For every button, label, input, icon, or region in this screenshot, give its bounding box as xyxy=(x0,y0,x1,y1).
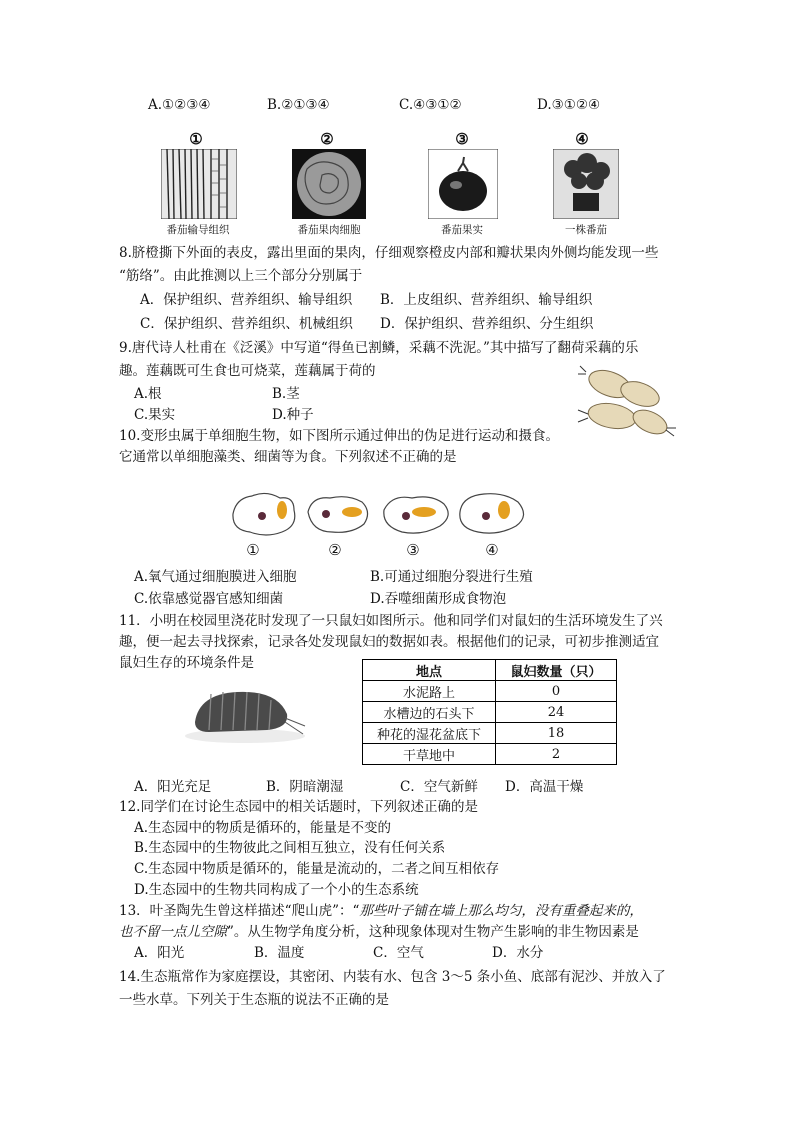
q12-option-b: B.生态园中的生物彼此之间相互独立，没有任何关系 xyxy=(134,840,446,856)
q8-option-b: B．上皮组织、营养组织、输导组织 xyxy=(380,292,593,308)
table-row xyxy=(363,702,617,723)
q13-stem-line2-b: ”。从生物学角度分析，这种现象体现对生物产生影响的非生物因素是 xyxy=(227,924,639,940)
q7-option-b: B.②①③④ xyxy=(267,97,330,113)
woodlouse-image xyxy=(175,678,311,746)
table-cell: 种花的湿花盆底下 xyxy=(363,723,496,744)
q9-option-d: D.种子 xyxy=(272,407,314,423)
amoeba-figure xyxy=(228,486,534,542)
fig2-number: ② xyxy=(320,130,334,148)
q13-option-a: A．阳光 xyxy=(134,945,185,961)
fig1-caption: 番茄输导组织 xyxy=(166,224,230,236)
fig3-number: ③ xyxy=(455,130,469,148)
q9-option-a: A.根 xyxy=(134,386,162,402)
q8-option-d: D．保护组织、营养组织、分生组织 xyxy=(380,316,594,332)
q11-option-c: C．空气新鲜 xyxy=(400,779,478,795)
table-cell: 干草地中 xyxy=(363,744,496,765)
q9-option-b: B.茎 xyxy=(272,386,300,402)
fig4-caption: 一株番茄 xyxy=(565,224,607,236)
table-header-count: 鼠妇数量（只） xyxy=(496,660,617,681)
lotus-root-image xyxy=(572,362,684,442)
q13-option-c: C．空气 xyxy=(373,945,424,961)
q12-option-c: C.生态园中物质是循环的，能量是流动的，二者之间互相依存 xyxy=(134,861,500,877)
fig1-number: ① xyxy=(189,130,203,148)
q11-option-b: B．阴暗潮湿 xyxy=(266,779,344,795)
table-cell: 2 xyxy=(496,744,617,765)
q8-stem-line1: 8.脐橙撕下外面的表皮，露出里面的果肉，仔细观察橙皮内部和瓣状果肉外侧均能发现一些 xyxy=(119,245,659,261)
q13-option-b: B．温度 xyxy=(254,945,305,961)
q11-stem-line1: 11．小明在校园里浇花时发现了一只鼠妇如图所示。他和同学们对鼠妇的生活环境发生了兴 xyxy=(119,613,663,629)
q13-stem-line2 xyxy=(119,922,639,942)
q7-option-c: C.④③①② xyxy=(399,97,462,113)
q12-stem: 12.同学们在讨论生态园中的相关话题时，下列叙述正确的是 xyxy=(119,799,478,815)
q13-option-d: D．水分 xyxy=(492,945,544,961)
q13-quote-line1: 那些叶子铺在墙上那么均匀，没有重叠起来的， xyxy=(359,903,643,919)
q10-option-c: C.依靠感觉器官感知细菌 xyxy=(134,591,284,607)
q12-option-a: A.生态园中的物质是循环的，能量是不变的 xyxy=(134,820,392,836)
table-cell: 水泥路上 xyxy=(363,681,496,702)
q7-option-d: D.③①②④ xyxy=(537,97,601,113)
q9-stem-line1: 9.唐代诗人杜甫在《泛溪》中写道“得鱼已割鳞，采藕不洗泥。”其中描写了翻荷采藕的乐 xyxy=(119,340,639,356)
q10-stem-line1: 10.变形虫属于单细胞生物，如下图所示通过伸出的伪足进行运动和摄食。 xyxy=(119,428,559,444)
q11-option-d: D．高温干燥 xyxy=(505,779,584,795)
q13-stem-line1 xyxy=(119,901,643,921)
amoeba-label-1: ① xyxy=(246,541,260,559)
q14-stem-line2: 一些水草。下列关于生态瓶的说法不正确的是 xyxy=(119,992,389,1008)
q12-option-d: D.生态园中的生物共同构成了一个小的生态系统 xyxy=(134,882,419,898)
tomato-conducting-tissue-image xyxy=(161,149,237,219)
amoeba-label-2: ② xyxy=(328,541,342,559)
q13-stem-line1-a: 13．叶圣陶先生曾这样描述“爬山虎”：“ xyxy=(119,903,360,919)
q11-stem-line2: 趣，便一起去寻找探索，记录各处发现鼠妇的数据如表。根据他们的记录，可初步推测适宜 xyxy=(119,634,659,650)
woodlouse-data-table xyxy=(362,659,617,765)
q13-quote-line2: 也不留一点儿空隙 xyxy=(119,924,227,940)
q14-stem-line1: 14.生态瓶常作为家庭摆设，其密闭、内装有水、包含 3～5 条小鱼、底部有泥沙、并放入了 xyxy=(119,969,666,985)
fig3-caption: 番茄果实 xyxy=(441,224,483,236)
table-cell: 24 xyxy=(496,702,617,723)
q11-stem-line3: 鼠妇生存的环境条件是 xyxy=(119,655,254,671)
tomato-fruit-image xyxy=(428,149,498,219)
amoeba-label-4: ④ xyxy=(485,541,499,559)
table-header-location: 地点 xyxy=(363,660,496,681)
q10-option-d: D.吞噬细菌形成食物泡 xyxy=(370,591,507,607)
q8-option-c: C．保护组织、营养组织、机械组织 xyxy=(140,316,353,332)
q10-option-a: A.氧气通过细胞膜进入细胞 xyxy=(134,569,297,585)
table-row xyxy=(363,744,617,765)
q10-stem-line2: 它通常以单细胞藻类、细菌等为食。下列叙述不正确的是 xyxy=(119,449,457,465)
q8-stem-line2: “筋络”。由此推测以上三个部分分别属于 xyxy=(119,268,363,284)
q9-option-c: C.果实 xyxy=(134,407,176,423)
amoeba-label-3: ③ xyxy=(406,541,420,559)
q7-option-a: A.①②③④ xyxy=(148,97,211,113)
table-row xyxy=(363,723,617,744)
fig4-number: ④ xyxy=(575,130,589,148)
fig2-caption: 番茄果肉细胞 xyxy=(297,224,361,236)
table-cell: 水槽边的石头下 xyxy=(363,702,496,723)
tomato-plant-image xyxy=(553,149,619,219)
table-cell: 18 xyxy=(496,723,617,744)
q11-option-a: A．阳光充足 xyxy=(134,779,212,795)
table-row xyxy=(363,681,617,702)
q9-stem-line2: 趣。莲藕既可生食也可烧菜，莲藕属于荷的 xyxy=(119,363,376,379)
q10-option-b: B.可通过细胞分裂进行生殖 xyxy=(370,569,533,585)
table-cell: 0 xyxy=(496,681,617,702)
tomato-pulp-cells-image xyxy=(292,149,366,219)
q8-option-a: A．保护组织、营养组织、输导组织 xyxy=(140,292,353,308)
